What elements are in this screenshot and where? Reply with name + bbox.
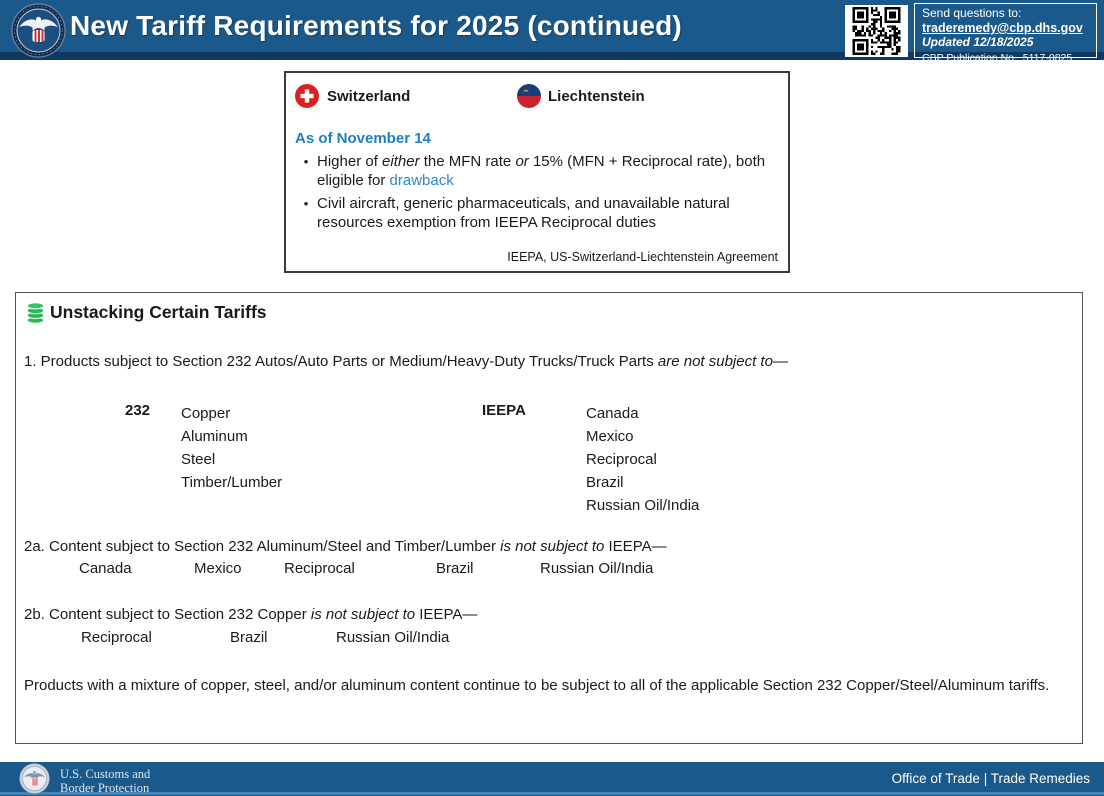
list-item: Russian Oil/India (540, 560, 654, 577)
send-questions-label: Send questions to: (922, 6, 1022, 20)
bullet-marker: • (303, 196, 309, 211)
bullet-mfn-rate (295, 152, 777, 190)
list-item: Mexico (194, 560, 242, 577)
ieepa-column-items (586, 402, 699, 517)
as-of-date-heading: As of November 14 (295, 130, 431, 147)
item-1-text: 1. Products subject to Section 232 Autos/Auto Parts or Medium/Heavy-Duty Trucks/Truck Parts are not subject to— (24, 353, 788, 370)
list-item: Copper (181, 405, 231, 422)
agency-name-line2: Border Protection (60, 781, 150, 795)
page-title: New Tariff Requirements for 2025 (continued) (70, 10, 682, 41)
list-item: Reciprocal (81, 629, 152, 646)
country-label-switzerland: Switzerland (327, 88, 411, 105)
section-232-column-label: 232 (125, 402, 151, 419)
bullet-exemptions-text: Civil aircraft, generic pharmaceuticals, and unavailable natural resources exemption from IEEPA Reciprocal duties (317, 195, 730, 231)
bullet-exemptions (295, 194, 777, 232)
list-item: Brazil (230, 629, 268, 646)
agreement-attribution: IEEPA, US-Switzerland-Liechtenstein Agreement (507, 250, 778, 264)
qr-code (845, 5, 908, 57)
stack-database-icon (26, 302, 45, 324)
cbp-seal-icon (11, 3, 66, 58)
liechtenstein-flag-icon (517, 84, 541, 108)
unstacking-panel-title: Unstacking Certain Tariffs (50, 302, 267, 322)
list-item: Brazil (586, 474, 624, 491)
country-label-liechtenstein: Liechtenstein (548, 88, 645, 105)
list-item: Russian Oil/India (586, 497, 700, 514)
item-2a-text: 2a. Content subject to Section 232 Aluminum/Steel and Timber/Lumber is not subject to IEEPA— (24, 538, 667, 555)
list-item: Brazil (436, 560, 474, 577)
section-232-column-items (181, 402, 282, 494)
list-item: Mexico (586, 428, 634, 445)
ieepa-column-label: IEEPA (482, 402, 526, 419)
item-2a-list-row (16, 560, 1076, 580)
item-2b-list-row (16, 629, 1076, 649)
unstacking-tariffs-panel (15, 292, 1083, 744)
contact-email-link[interactable]: traderemedy@cbp.dhs.gov (922, 20, 1083, 35)
contact-info-box (914, 3, 1097, 64)
list-item: Canada (586, 405, 639, 422)
list-item: Aluminum (181, 428, 248, 445)
list-item: Canada (79, 560, 132, 577)
list-item: Timber/Lumber (181, 474, 283, 491)
drawback-link[interactable]: drawback (389, 172, 454, 189)
cbp-footer-seal-icon (19, 763, 50, 794)
list-item: Steel (181, 451, 216, 468)
list-item: Russian Oil/India (336, 629, 450, 646)
agency-name (60, 767, 150, 795)
item-2b-text: 2b. Content subject to Section 232 Copper is not subject to IEEPA— (24, 606, 478, 623)
list-item: Reciprocal (586, 451, 657, 468)
bullet-marker: • (303, 154, 309, 169)
updated-date: Updated 12/18/2025 (922, 35, 1034, 50)
footer-accent-strip (0, 792, 1104, 795)
list-item: Reciprocal (284, 560, 355, 577)
switzerland-liechtenstein-panel (284, 71, 790, 273)
bullet-mfn-rate-text: Higher of either the MFN rate or 15% (MFN + Reciprocal rate), both eligible for drawback (317, 153, 766, 189)
header-bar (0, 0, 1104, 64)
swiss-bullet-list (295, 152, 777, 236)
switzerland-flag-icon (295, 84, 319, 108)
office-of-trade-label: Office of Trade | Trade Remedies (891, 771, 1090, 786)
agency-name-line1: U.S. Customs and (60, 767, 151, 781)
publication-number: CBP Publication No. 5117-0825 (922, 51, 1073, 64)
mixture-footnote: Products with a mixture of copper, steel, and/or aluminum content continue to be subject to all of the applicable Section 232 Copper/Steel/Aluminum tariffs. (24, 677, 1050, 694)
